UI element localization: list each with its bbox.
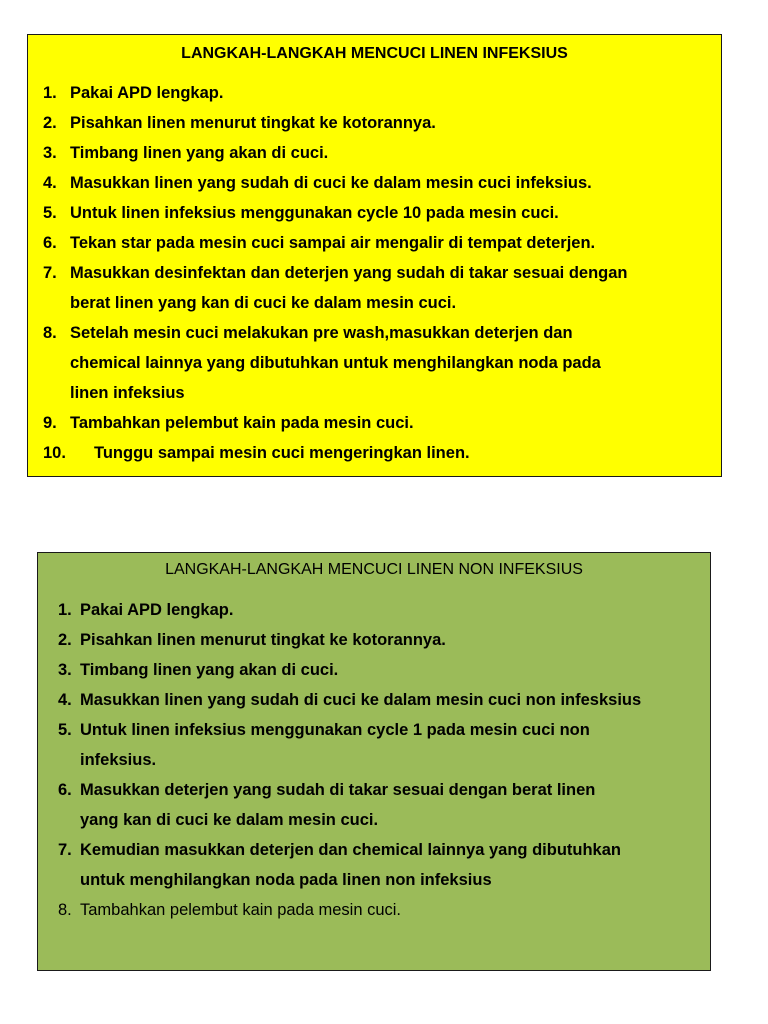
non-infeksius-card <box>37 552 711 971</box>
step-number: 8. <box>58 901 72 919</box>
step-item <box>58 595 708 625</box>
step-item <box>58 625 708 655</box>
infeksius-step-list <box>43 78 713 468</box>
step-text-line: chemical lainnya yang dibutuhkan untuk menghilangkan noda pada <box>70 354 601 372</box>
step-text-line: Pisahkan linen menurut tingkat ke kotorannya. <box>70 114 436 132</box>
step-number: 6. <box>43 234 57 252</box>
step-number: 8. <box>43 324 57 342</box>
step-number: 6. <box>58 781 72 799</box>
step-item <box>58 685 708 715</box>
step-number: 2. <box>43 114 57 132</box>
step-text-line: untuk menghilangkan noda pada linen non infeksius <box>80 871 492 889</box>
step-text-line: Pakai APD lengkap. <box>80 601 234 619</box>
step-text-line: Tunggu sampai mesin cuci mengeringkan linen. <box>94 444 470 462</box>
step-number: 7. <box>43 264 57 282</box>
step-text-line: Untuk linen infeksius menggunakan cycle 10 pada mesin cuci. <box>70 204 559 222</box>
step-item <box>58 895 708 925</box>
step-number: 4. <box>58 691 72 709</box>
step-item <box>43 408 713 438</box>
step-text-line: Timbang linen yang akan di cuci. <box>80 661 339 679</box>
step-text-line: Kemudian masukkan deterjen dan chemical lainnya yang dibutuhkan <box>80 841 621 859</box>
step-item <box>43 438 713 468</box>
step-item <box>43 78 713 108</box>
step-text-line: infeksius. <box>80 751 157 769</box>
step-number: 10. <box>43 444 66 462</box>
step-number: 9. <box>43 414 57 432</box>
infeksius-title: LANGKAH-LANGKAH MENCUCI LINEN INFEKSIUS <box>181 45 568 62</box>
step-text-line: Tekan star pada mesin cuci sampai air mengalir di tempat deterjen. <box>70 234 596 252</box>
step-text-line: Timbang linen yang akan di cuci. <box>70 144 329 162</box>
step-item <box>43 108 713 138</box>
step-text-line: yang kan di cuci ke dalam mesin cuci. <box>80 811 379 829</box>
step-item <box>43 318 713 408</box>
step-number: 4. <box>43 174 57 192</box>
step-text-line: Masukkan linen yang sudah di cuci ke dalam mesin cuci infeksius. <box>70 174 592 192</box>
step-text-line: berat linen yang kan di cuci ke dalam mesin cuci. <box>70 294 457 312</box>
step-text-line: Masukkan deterjen yang sudah di takar sesuai dengan berat linen <box>80 781 596 799</box>
step-number: 3. <box>43 144 57 162</box>
non-infeksius-title: LANGKAH-LANGKAH MENCUCI LINEN NON INFEKSIUS <box>165 561 583 578</box>
step-item <box>43 228 713 258</box>
step-text-line: Masukkan desinfektan dan deterjen yang sudah di takar sesuai dengan <box>70 264 628 282</box>
step-item <box>43 198 713 228</box>
step-text-line: linen infeksius <box>70 384 185 402</box>
step-text-line: Pisahkan linen menurut tingkat ke kotorannya. <box>80 631 446 649</box>
step-item <box>58 775 708 835</box>
step-text-line: Untuk linen infeksius menggunakan cycle 1 pada mesin cuci non <box>80 721 590 739</box>
step-number: 1. <box>58 601 72 619</box>
step-item <box>43 258 713 318</box>
step-text-line: Tambahkan pelembut kain pada mesin cuci. <box>80 901 402 919</box>
step-number: 5. <box>43 204 57 222</box>
step-item <box>58 655 708 685</box>
step-item <box>43 168 713 198</box>
infeksius-card <box>27 34 722 477</box>
step-text-line: Setelah mesin cuci melakukan pre wash,masukkan deterjen dan <box>70 324 573 342</box>
step-text-line: Tambahkan pelembut kain pada mesin cuci. <box>70 414 414 432</box>
step-number: 7. <box>58 841 72 859</box>
non-infeksius-step-list <box>58 595 708 925</box>
step-number: 3. <box>58 661 72 679</box>
step-item <box>58 835 708 895</box>
step-number: 5. <box>58 721 72 739</box>
step-number: 2. <box>58 631 72 649</box>
step-item <box>43 138 713 168</box>
step-text-line: Pakai APD lengkap. <box>70 84 224 102</box>
step-number: 1. <box>43 84 57 102</box>
step-item <box>58 715 708 775</box>
step-text-line: Masukkan linen yang sudah di cuci ke dalam mesin cuci non infesksius <box>80 691 642 709</box>
